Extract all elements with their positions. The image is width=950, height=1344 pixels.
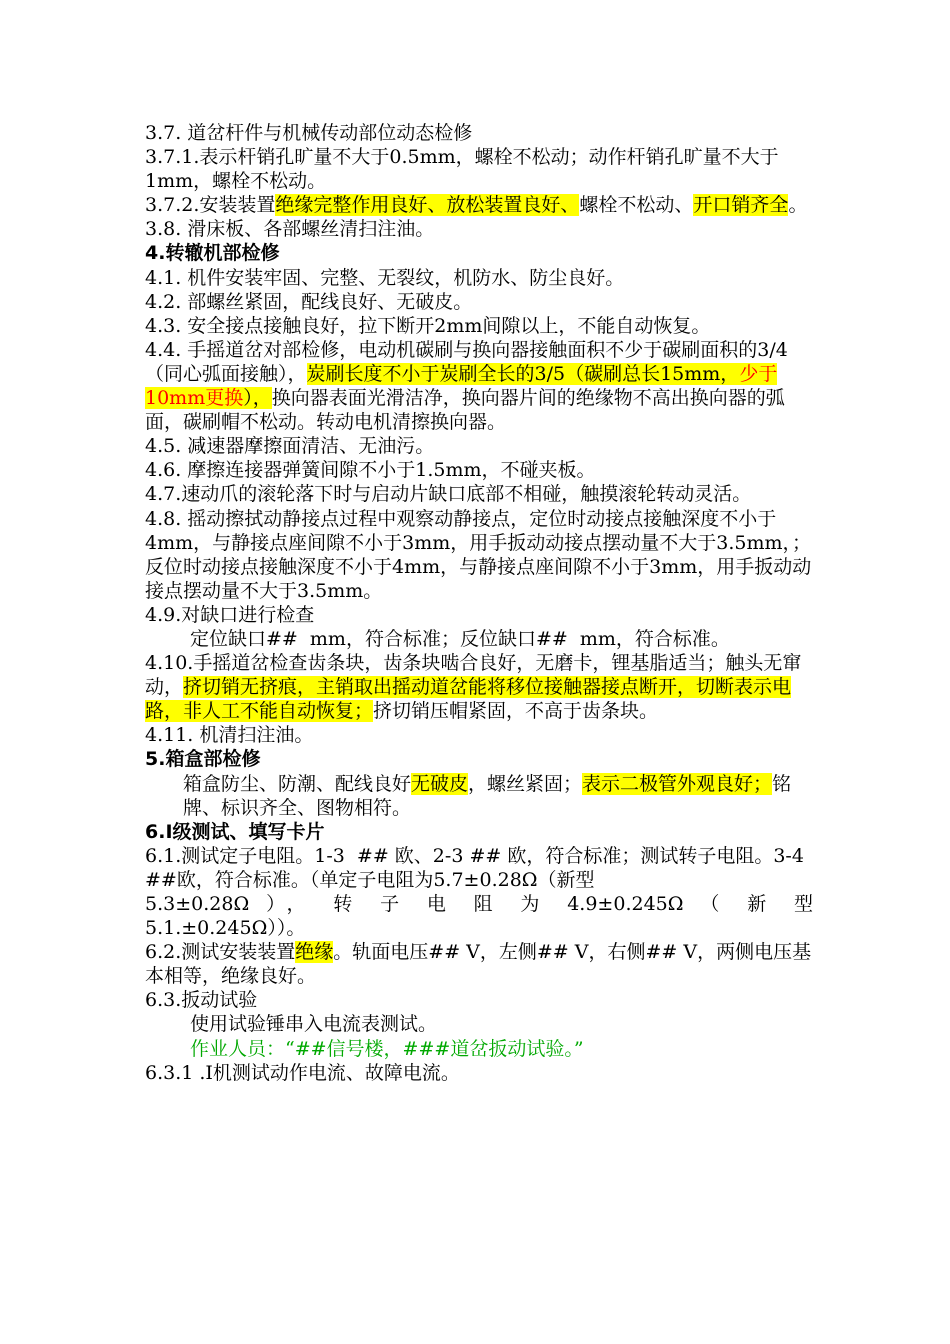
text-run: 6.2.测试安装装置 bbox=[145, 941, 296, 964]
highlighted-text: 开口销齐全 bbox=[693, 194, 789, 217]
section-4-10 bbox=[145, 651, 813, 723]
text-run: 挤切销压帽紧固，不高于齿条块。 bbox=[373, 700, 659, 723]
heading-section-4: 4.转辙机部检修 bbox=[145, 242, 280, 265]
text-run: 换向器表面光滑洁净，换向器片间的绝缘物不高出换向器的弧面，碳刷帽不松动。转动电机清擦换向器。 bbox=[145, 387, 785, 434]
section-4-11: 4.11. 机清扫注油。 bbox=[145, 724, 314, 747]
highlighted-text: ）， bbox=[243, 387, 272, 410]
section-6-3-instruction: 使用试验锤串入电流表测试。 bbox=[190, 1013, 438, 1036]
highlighted-text: 炭刷长度不小于炭刷全长的3/5（碳刷总长15mm， bbox=[306, 362, 740, 385]
section-6-2 bbox=[145, 940, 813, 988]
text-run: 箱盒防尘、防潮、配线良好 bbox=[183, 772, 412, 795]
text-run: 。轨面电压## V，左侧## V，右侧## V，两侧电压基本相等，绝缘良好。 bbox=[145, 941, 812, 988]
section-4-3: 4.3. 安全接点接触良好，拉下断开2mm间隙以上，不能自动恢复。 bbox=[145, 314, 711, 337]
section-4-1: 4.1. 机件安装牢固、完整、无裂纹，机防水、防尘良好。 bbox=[145, 266, 625, 289]
text-run: 4.4. 手摇道岔对部检修，电动机碳刷与换向器接触面积不少于碳刷面积的3/4（同心弧面接触）， bbox=[145, 338, 788, 385]
section-4-6: 4.6. 摩擦连接器弹簧间隙不小于1.5mm，不碰夹板。 bbox=[145, 459, 596, 482]
section-4-4 bbox=[145, 338, 813, 434]
text-run: ，螺丝紧固； bbox=[468, 772, 583, 795]
highlighted-text: 无破皮 bbox=[411, 772, 469, 795]
section-6-3-1: 6.3.1 .Ⅰ机测试动作电流、故障电流。 bbox=[145, 1061, 460, 1084]
text-run: 铭牌、标识齐全、图物相符。 bbox=[183, 772, 792, 819]
highlighted-text: 绝缘完整作用良好、放松装置良好、 bbox=[275, 194, 580, 217]
section-4-9-notch-values: 定位缺口## mm，符合标准；反位缺口## mm，符合标准。 bbox=[190, 627, 730, 650]
section-3-7: 3.7. 道岔杆件与机械传动部位动态检修 bbox=[145, 122, 473, 144]
highlighted-text: 挤切销无挤痕，主销取出摇动道岔能将移位接触器接点断开，切断表示电路，非人工不能自动恢复； bbox=[145, 676, 792, 723]
text-run: 螺栓不松动、 bbox=[579, 194, 694, 217]
section-3-7-2 bbox=[145, 193, 813, 217]
section-4-9: 4.9.对缺口进行检查 bbox=[145, 603, 315, 626]
section-6-1: 6.1.测试定子电阻。1-3 ## 欧、2-3 ## 欧，符合标准；测试转子电阻。3-4 ##欧，符合标准。（单定子电阻为5.7±0.28Ω（新型 bbox=[145, 844, 817, 891]
section-3-8: 3.8. 滑床板、各部螺丝清扫注油。 bbox=[145, 218, 435, 241]
highlighted-red-text: 少于10mm更换 bbox=[145, 362, 778, 410]
highlighted-text: 表示二极管外观良好； bbox=[582, 772, 773, 795]
highlighted-text: 绝缘 bbox=[295, 941, 334, 964]
document-page bbox=[145, 121, 817, 1085]
heading-section-5: 5.箱盒部检修 bbox=[145, 748, 261, 771]
section-6-3: 6.3.扳动试验 bbox=[145, 989, 258, 1012]
section-6-1-line-2: 5.3±0.28Ω ）， 转 子 电 阻 为 4.9±0.245Ω （ 新 型 bbox=[145, 893, 813, 915]
section-5-body bbox=[145, 772, 813, 820]
section-4-8: 4.8. 摇动擦拭动静接点过程中观察动静接点，定位时动接点接触深度不小于4mm，与静接点座间隙不小于3mm，用手扳动动接点摆动量不大于3.5mm，；反位时动接点接触深度不小于4mm，与静接点座间隙不小于3mm，用手扳动动接点摆动量不大于3.5mm。 bbox=[145, 507, 812, 602]
section-4-7: 4.7.速动爪的滚轮落下时与启动片缺口底部不相碰，触摸滚轮转动灵活。 bbox=[145, 483, 752, 506]
text-run: 。 bbox=[788, 194, 808, 217]
text-run: 4.10.手摇道岔检查齿条块，齿条块啮合良好，无磨卡，锂基脂适当；触头无窜动， bbox=[145, 652, 802, 699]
section-6-3-call-phrase: 作业人员：“##信号楼，###道岔扳动试验。” bbox=[190, 1037, 584, 1060]
section-4-5: 4.5. 减速器摩擦面清洁、无油污。 bbox=[145, 435, 435, 458]
section-6-1-line-3: 5.1.±0.245Ω））。 bbox=[145, 917, 306, 940]
text-run: 3.7.2.安装装置 bbox=[145, 194, 276, 217]
section-3-7-1: 3.7.1.表示杆销孔旷量不大于0.5mm，螺栓不松动；动作杆销孔旷量不大于1mm，螺栓不松动。 bbox=[145, 146, 779, 193]
section-4-2: 4.2. 部螺丝紧固，配线良好、无破皮。 bbox=[145, 290, 473, 313]
heading-section-6: 6.Ⅰ级测试、填写卡片 bbox=[145, 820, 325, 843]
